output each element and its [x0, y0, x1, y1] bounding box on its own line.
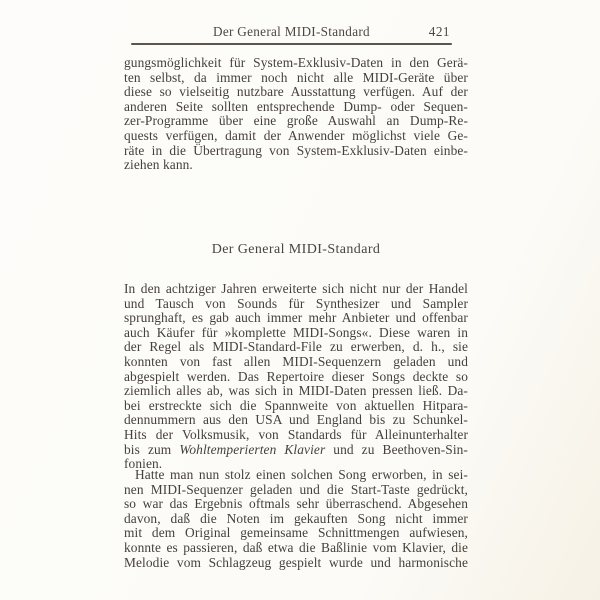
text-line: gungsmöglichkeit für System-Exklusiv-Daten in den Gerä-	[124, 55, 468, 70]
text-line: fonien.	[124, 456, 163, 472]
text-line: mit dem Original gemeinsame Schnittmengen aufwiesen,	[124, 525, 468, 541]
text-line: Melodie vom Schlagzeug gespielt wurde und harmonische	[124, 554, 468, 570]
text-line: konnte es passieren, daß etwa die Baßlinie vom Klavier, die	[124, 539, 468, 555]
text-line: und Tausch von Sounds für Synthesizer und Sampler	[124, 295, 468, 311]
running-header	[131, 24, 452, 40]
text-line: anderen Seite sollten entsprechende Dump- oder Sequen-	[124, 98, 468, 114]
text-segment: bis zum	[124, 441, 180, 457]
text-line: davon, daß die Noten im gekauften Song nicht immer	[124, 510, 468, 526]
text-line: auch Käufer für »komplette MIDI-Songs«. Diese waren in	[124, 324, 468, 340]
text-line: der Regel als MIDI-Standard-File zu erwerben, d. h., sie	[124, 339, 468, 355]
paragraph-1	[124, 56, 468, 173]
text-line: diese so vielseitig nutzbare Ausstattung verfügen. Auf der	[124, 84, 468, 100]
text-line: konnten von fast allen MIDI-Sequenzern geladen und	[124, 353, 468, 369]
text-line: ten selbst, da immer noch nicht alle MIDI-Geräte über	[124, 69, 468, 85]
text-line: sprunghaft, es gab auch immer mehr Anbieter und offenbar	[124, 310, 468, 326]
text-line: bei erstreckte sich die Spannweite von aktuellen Hitpara-	[124, 397, 468, 413]
text-segment: und zu Beethoven-Sin-	[325, 441, 468, 457]
text-line: abgespielt werden. Das Repertoire dieser Songs deckte so	[124, 368, 468, 384]
text-line: ziehen kann.	[124, 157, 193, 173]
text-line: nen MIDI-Sequenzer geladen und die Start-Taste gedrückt,	[124, 481, 468, 497]
text-line: In den achtziger Jahren erweiterte sich nicht nur der Handel	[124, 281, 468, 296]
header-rule	[131, 43, 452, 45]
text-line: so war das Ergebnis oftmals sehr überraschend. Abgesehen	[124, 496, 468, 512]
italic-book-title: Wohltemperierten Klavier	[179, 441, 326, 457]
section-heading: Der General MIDI-Standard	[211, 242, 381, 257]
text-line: Hatte man nun stolz einen solchen Song erworben, in sei-	[135, 467, 468, 482]
paragraph-3	[124, 468, 468, 570]
running-header-title: Der General MIDI-Standard	[213, 24, 370, 39]
page-number: 421	[428, 24, 450, 39]
text-line: dennummern aus den USA und England bis zu Schunkel-	[124, 412, 468, 428]
text-line-with-italic	[124, 443, 468, 458]
text-line: quests verfügen, damit der Anwender möglichst viele Ge-	[124, 127, 468, 143]
paragraph-2	[124, 282, 468, 472]
text-line: Hits der Volksmusik, von Standards für Alleinunterhalter	[124, 426, 468, 442]
text-line: ziemlich alles ab, was sich in MIDI-Daten pressen ließ. Da-	[124, 383, 468, 399]
text-line: zer-Programme über eine große Auswahl an Dump-Re-	[124, 113, 468, 129]
text-line: räte in die Übertragung von System-Exklusiv-Daten einbe-	[124, 142, 468, 158]
